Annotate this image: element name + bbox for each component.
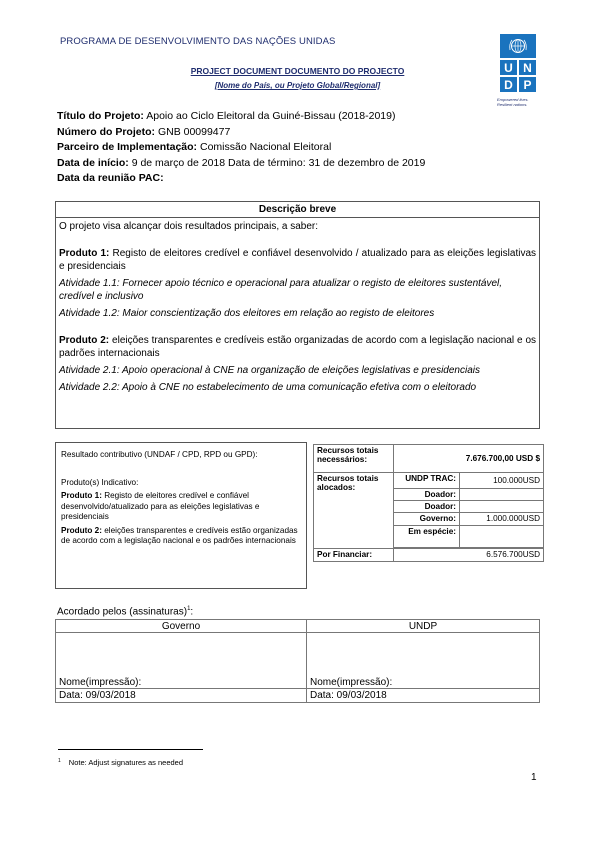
logo-tagline: Empowered lives. Resilient nations. bbox=[497, 97, 529, 107]
description-box bbox=[55, 201, 540, 429]
outcome-product-2: Produto 2: eleições transparentes e credíveis estão organizadas de acordo com a legislação nacional e os padrões internacionais bbox=[61, 525, 298, 545]
outcome-box bbox=[55, 442, 307, 589]
date-undp: Data: 09/03/2018 bbox=[307, 689, 540, 703]
product-2: Produto 2: eleições transparentes e credíveis estão organizadas de acordo com a legislação nacional e os padrões internacionais bbox=[59, 335, 537, 359]
activity-1-2: Atividade 1.2: Maior conscientização dos eleitores em relação ao registo de eleitores bbox=[59, 308, 435, 319]
donor-1-value bbox=[460, 489, 544, 501]
project-meta bbox=[57, 109, 425, 187]
undp-trac-label: UNDP TRAC: bbox=[394, 473, 460, 489]
agreed-by: Acordado pelos (assinaturas)$^1$: bbox=[57, 606, 194, 618]
to-be-financed-label: Por Financiar: bbox=[314, 549, 394, 562]
logo-letter: P bbox=[519, 77, 536, 92]
un-emblem-icon bbox=[500, 34, 536, 58]
project-number-line: Número do Projeto: GNB 00099477 bbox=[57, 125, 231, 138]
donor-2-label: Doador: bbox=[394, 501, 460, 513]
product-1: Produto 1: Registo de eleitores credível e confiável desenvolvido / atualizado para as eleições legislativas e presidenciais bbox=[59, 248, 536, 272]
org-name: PROGRAMA DE DESENVOLVIMENTO DAS NAÇÕES UNIDAS bbox=[60, 36, 336, 47]
signature-government: Nome(impressão): bbox=[56, 633, 307, 689]
indicative-outputs: Produto(s) Indicativo: bbox=[61, 477, 139, 487]
total-allocated-label: Recursos totais alocados: bbox=[314, 473, 394, 549]
activity-2-1: Atividade 2.1: Apoio operacional à CNE na organização de eleições legislativas e presidenciais bbox=[59, 365, 480, 376]
to-be-financed-value: 6.576.700USD bbox=[394, 549, 544, 562]
document-subtitle: [Nome do País, ou Projeto Global/Regional] bbox=[214, 81, 381, 90]
resources-table bbox=[313, 444, 544, 562]
partner-line: Parceiro de Implementação: Comissão Nacional Eleitoral bbox=[57, 141, 332, 154]
outcome-product-1: Produto 1: Registo de eleitores credível e confiável desenvolvido/atualizado para as eleições legislativas e presidenciais bbox=[61, 491, 260, 521]
signature-table bbox=[55, 619, 540, 703]
donor-1-label: Doador: bbox=[394, 489, 460, 501]
signature-header-undp: UNDP bbox=[307, 620, 540, 633]
page-number: 1 bbox=[531, 772, 537, 783]
total-required-label: Recursos totais necessários: bbox=[314, 445, 394, 473]
logo-letter: N bbox=[519, 60, 536, 75]
government-value: 1.000.000USD bbox=[460, 513, 544, 526]
footnote: $^1$ Note: Adjust signatures as needed bbox=[58, 758, 184, 767]
description-intro: O projeto visa alcançar dois resultados principais, a saber: bbox=[59, 221, 319, 232]
document-title: PROJECT DOCUMENT DOCUMENTO DO PROJECTO bbox=[190, 66, 405, 76]
signature-header-government: Governo bbox=[56, 620, 307, 633]
activity-2-2: Atividade 2.2: Apoio à CNE no estabelecimento de uma comunicação efetiva com o eleitorado bbox=[59, 382, 477, 393]
total-required-value: 7.676.700,00 USD $ bbox=[394, 445, 544, 473]
project-title-line: Título do Projeto: Apoio ao Ciclo Eleitoral da Guiné-Bissau (2018-2019) bbox=[57, 110, 396, 122]
in-kind-label: Em espécie: bbox=[394, 526, 460, 548]
signature-undp: Nome(impressão): bbox=[307, 633, 540, 689]
logo-letter: U bbox=[500, 60, 517, 75]
dates-line: Data de início: 9 de março de 2018 Data de término: 31 de dezembro de 2019 bbox=[57, 156, 426, 169]
donor-2-value bbox=[460, 501, 544, 513]
footnote-divider bbox=[58, 749, 203, 750]
logo-letter: D bbox=[500, 77, 517, 92]
date-government: Data: 09/03/2018 bbox=[56, 689, 307, 703]
pac-line: Data da reunião PAC: bbox=[57, 172, 164, 185]
undp-trac-value: 100.000USD bbox=[460, 473, 544, 489]
in-kind-value bbox=[460, 526, 544, 548]
contributing-outcome: Resultado contributivo (UNDAF / CPD, RPD ou GPD): bbox=[61, 450, 258, 459]
activity-1-1: Atividade 1.1: Fornecer apoio técnico e operacional para atualizar o registo de eleitores sustentável, credível e inclusivo bbox=[59, 278, 503, 302]
government-label: Governo: bbox=[394, 513, 460, 526]
description-heading: Descrição breve bbox=[56, 202, 539, 218]
